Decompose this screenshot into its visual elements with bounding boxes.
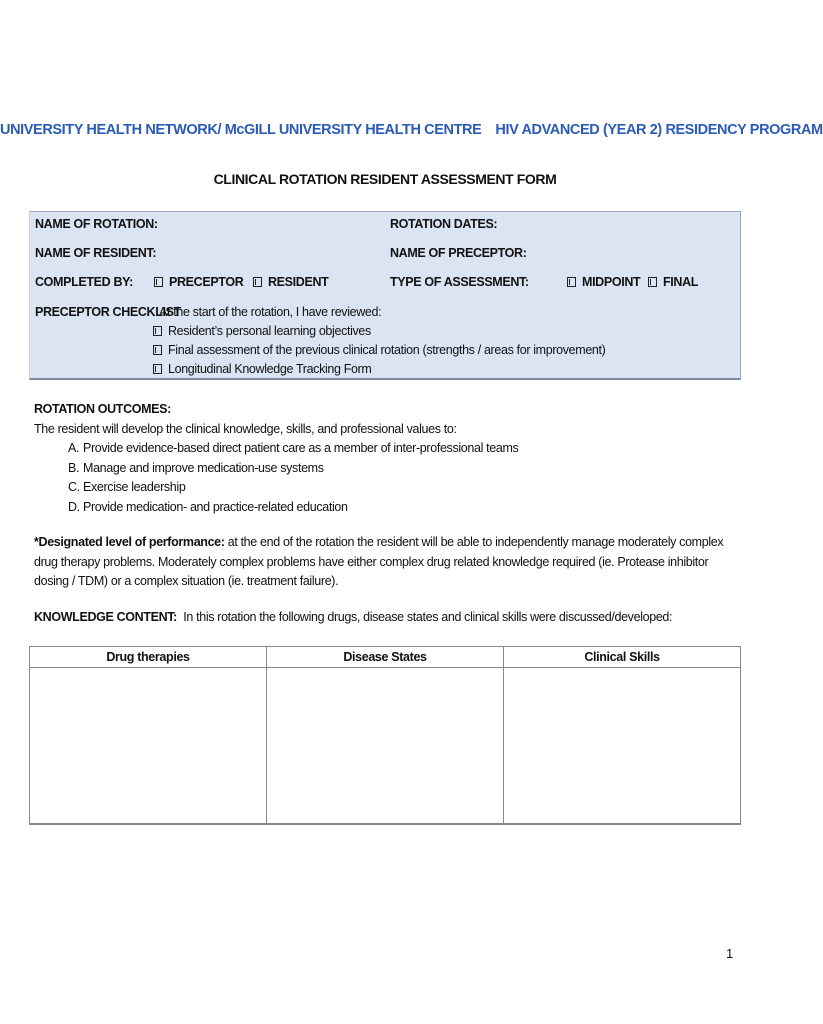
drug-therapies-cell[interactable] (30, 668, 267, 825)
checkbox-icon (567, 277, 576, 287)
page-number: 1 (726, 946, 734, 961)
disease-states-cell[interactable] (267, 668, 504, 825)
preceptor-checklist-label: PRECEPTOR CHECKLIST (35, 305, 181, 319)
type-of-assessment-label: TYPE OF ASSESSMENT: (390, 275, 529, 289)
checkbox-icon (648, 277, 657, 287)
checklist-item-label: Resident’s personal learning objectives (168, 324, 371, 338)
outcomes-intro: The resident will develop the clinical knowledge, skills, and professional values to: (34, 421, 457, 436)
list-item: A. Provide evidence-based direct patient care as a member of inter-professional teams (68, 441, 519, 455)
form-title: CLINICAL ROTATION RESIDENT ASSESSMENT FORM (213, 171, 557, 187)
column-header-disease-states: Disease States (267, 647, 504, 668)
outcomes-heading: ROTATION OUTCOMES: (34, 402, 171, 416)
list-item: C. Exercise leadership (68, 480, 186, 494)
table-header-row (30, 647, 741, 668)
designated-performance-label: *Designated level of performance: (34, 535, 225, 549)
resident-checkbox[interactable] (253, 275, 328, 289)
rotation-dates-label: ROTATION DATES: (390, 217, 498, 231)
checkbox-icon (153, 364, 162, 374)
checkbox-icon (154, 277, 163, 287)
preceptor-option-label: PRECEPTOR (169, 275, 244, 289)
checkbox-icon (153, 326, 162, 336)
organization-name: UNIVERSITY HEALTH NETWORK/ McGILL UNIVERSITY HEALTH CENTRE (0, 122, 482, 138)
designated-performance-paragraph (34, 533, 724, 592)
checklist-item-learning-objectives[interactable] (153, 324, 371, 338)
knowledge-content-line (34, 610, 734, 624)
clinical-skills-cell[interactable] (504, 668, 741, 825)
name-of-resident-label: NAME OF RESIDENT: (35, 246, 157, 260)
checklist-item-label: Final assessment of the previous clinical rotation (strengths / areas for improvement) (168, 343, 606, 357)
rotation-outcomes (34, 400, 734, 517)
checklist-item-tracking-form[interactable] (153, 362, 372, 376)
knowledge-content-text: In this rotation the following drugs, disease states and clinical skills were discussed/developed: (177, 610, 673, 624)
designated-performance-text: at the end of the rotation the resident will be able to independently manage moderately complex drug therapy problems. Moderately complex problems have either complex drug related knowledge required (ie. Protease inhibitor dosing / TDM) or a complex situation (ie. treatment failure). (34, 535, 724, 588)
resident-option-label: RESIDENT (268, 275, 329, 289)
list-item: D. Provide medication- and practice-related education (68, 499, 348, 514)
column-header-drug-therapies: Drug therapies (30, 647, 267, 668)
program-name: HIV ADVANCED (YEAR 2) RESIDENCY PROGRAM (495, 122, 823, 138)
final-option-label: FINAL (663, 275, 699, 289)
info-box (29, 211, 741, 380)
knowledge-content-label: KNOWLEDGE CONTENT: (34, 610, 177, 624)
completed-by-label: COMPLETED BY: (35, 275, 133, 289)
checkbox-icon (253, 277, 262, 287)
checklist-item-final-assessment[interactable] (153, 343, 605, 357)
list-item: B. Manage and improve medication-use systems (68, 460, 324, 475)
final-checkbox[interactable] (648, 275, 698, 289)
name-of-preceptor-label: NAME OF PRECEPTOR: (390, 246, 527, 260)
knowledge-content-table (29, 646, 741, 825)
midpoint-option-label: MIDPOINT (582, 275, 641, 289)
checklist-item-label: Longitudinal Knowledge Tracking Form (168, 362, 372, 376)
midpoint-checkbox[interactable] (567, 275, 640, 289)
preceptor-checkbox[interactable] (154, 275, 243, 289)
checkbox-icon (153, 345, 162, 355)
program-header (0, 122, 823, 138)
column-header-clinical-skills: Clinical Skills (504, 647, 741, 668)
checklist-intro: At the start of the rotation, I have reviewed: (159, 305, 382, 319)
name-of-rotation-label: NAME OF ROTATION: (35, 217, 158, 231)
table-row (30, 668, 741, 825)
